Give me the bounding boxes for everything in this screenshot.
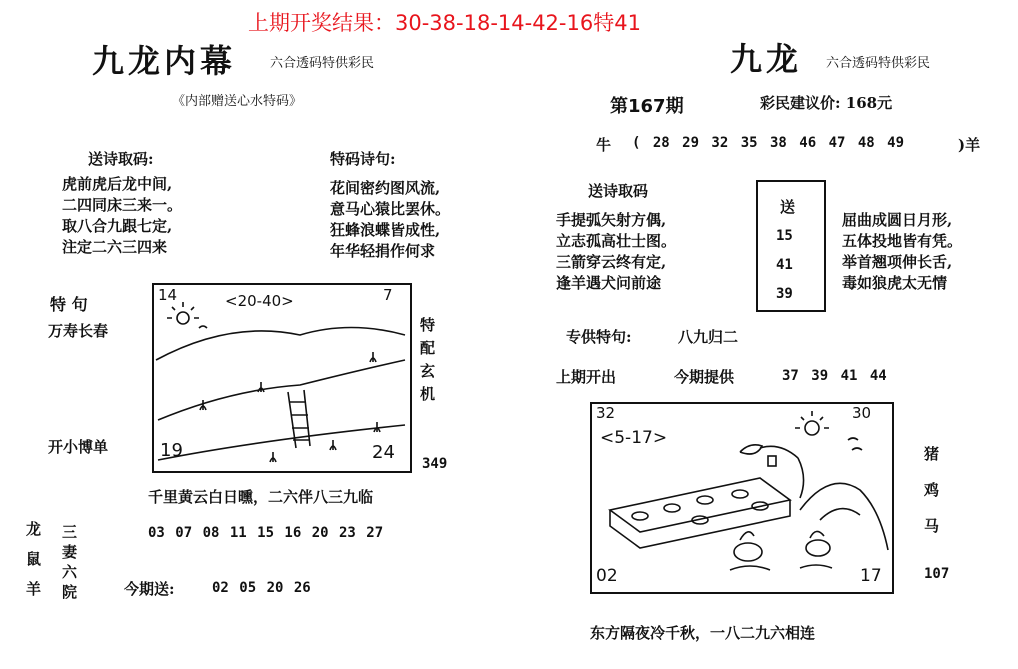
right-special-label: 专供特句: [566,328,632,346]
tema-line: 年华轻捐作何求 [330,242,436,260]
poem-line: 注定二六三四来 [62,238,168,256]
right-side-number: 107 [924,566,950,582]
right-drawing-bl: 02 [596,566,618,586]
zodiac-char: 马 [924,517,940,535]
sanqi-char: 六 [62,563,78,581]
last-label: 上期开出 [556,368,617,386]
poem-line: 举首翘项伸长舌, [842,253,953,271]
side-char: 特 [420,316,436,334]
left-numbers: 03 07 08 11 15 16 20 23 27 [148,525,384,541]
sanqi-char: 妻 [62,543,78,561]
side-char: 机 [420,385,436,403]
provide-label: 今期提供 [674,368,735,386]
left-poem-heading: 送诗取码: [88,150,154,168]
poem-line: 取八合九跟七定, [62,217,173,235]
left-drawing-tr: 7 [383,286,393,304]
right-bottom-poem: 东方隔夜冷千秋，一八二九六相连 [590,624,816,642]
left-drawing-bl: 19 [160,440,183,461]
niu-numbers: ( 28 29 32 35 38 46 47 48 49 [632,135,905,151]
send-number: 41 [776,257,793,273]
price: 彩民建议价: 168元 [760,94,893,112]
left-drawing-formula: <20-40> [225,292,294,310]
poem-line: 毒如狼虎太无情 [842,274,948,292]
last-result-line: 上期开奖结果：30-38-18-14-42-16特41 [248,11,641,35]
niu-label: 牛 [596,136,612,154]
poem-line: 虎前虎后龙中间, [62,175,173,193]
yang-label: )羊 [958,136,981,154]
poem-line: 逢羊遇犬问前途 [556,274,662,292]
right-special-value: 八九归二 [678,328,739,346]
zodiac-char: 鼠 [26,550,42,568]
left-bottom-poem: 千里黄云白日曛，二六伴八三九临 [148,488,374,506]
issue-number: 第167期 [610,96,684,117]
right-drawing-tl: 32 [596,404,616,422]
left-drawing-br: 24 [372,442,395,463]
poem-line: 三箭穿云终有定, [556,253,667,271]
side-char: 玄 [420,362,436,380]
right-title: 九龙 [730,40,803,78]
special-value: 万寿长春 [48,322,109,340]
tema-line: 意马心猿比罢休。 [330,200,451,218]
provide-numbers: 37 39 41 44 [782,368,887,384]
poem-line: 立志孤高壮士图。 [556,232,677,250]
send-number: 15 [776,228,793,244]
zodiac-char: 鸡 [924,481,940,499]
left-today-label: 今期送: [124,580,175,598]
right-subtitle: 六合透码特供彩民 [826,56,931,71]
poem-line: 手提弧矢射方偶, [556,211,667,229]
sanqi-char: 院 [62,583,78,601]
send-label: 送 [780,198,796,216]
left-drawing-tl: 14 [158,286,178,304]
send-number: 39 [776,286,793,302]
right-drawing-tr: 30 [852,404,872,422]
tema-line: 狂蜂浪蝶皆成性, [330,221,441,239]
left-side-number: 349 [422,456,448,472]
poem-line: 五体投地皆有凭。 [842,232,963,250]
open-label: 开小博单 [48,438,109,456]
tema-line: 花间密约图风流, [330,179,441,197]
poem-line: 屈曲成圆日月形, [842,211,953,229]
poem-line: 二四同床三来一。 [62,196,183,214]
special-label: 特 句 [50,295,88,314]
left-today-numbers: 02 05 20 26 [212,580,311,596]
right-poem-heading: 送诗取码 [588,182,649,200]
zodiac-char: 龙 [26,520,42,538]
left-note: 《内部赠送心水特码》 [172,94,303,109]
right-side-zodiac [924,436,939,544]
left-subtitle: 六合透码特供彩民 [270,56,375,71]
right-drawing-br: 17 [860,566,882,586]
left-title: 九龙内幕 [92,42,237,80]
left-tema-heading: 特码诗句: [330,150,396,168]
right-drawing-formula: <5-17> [600,428,668,448]
zodiac-char: 猪 [924,445,940,463]
zodiac-char: 羊 [26,580,42,598]
side-char: 配 [420,339,436,357]
sanqi-char: 三 [62,523,78,541]
